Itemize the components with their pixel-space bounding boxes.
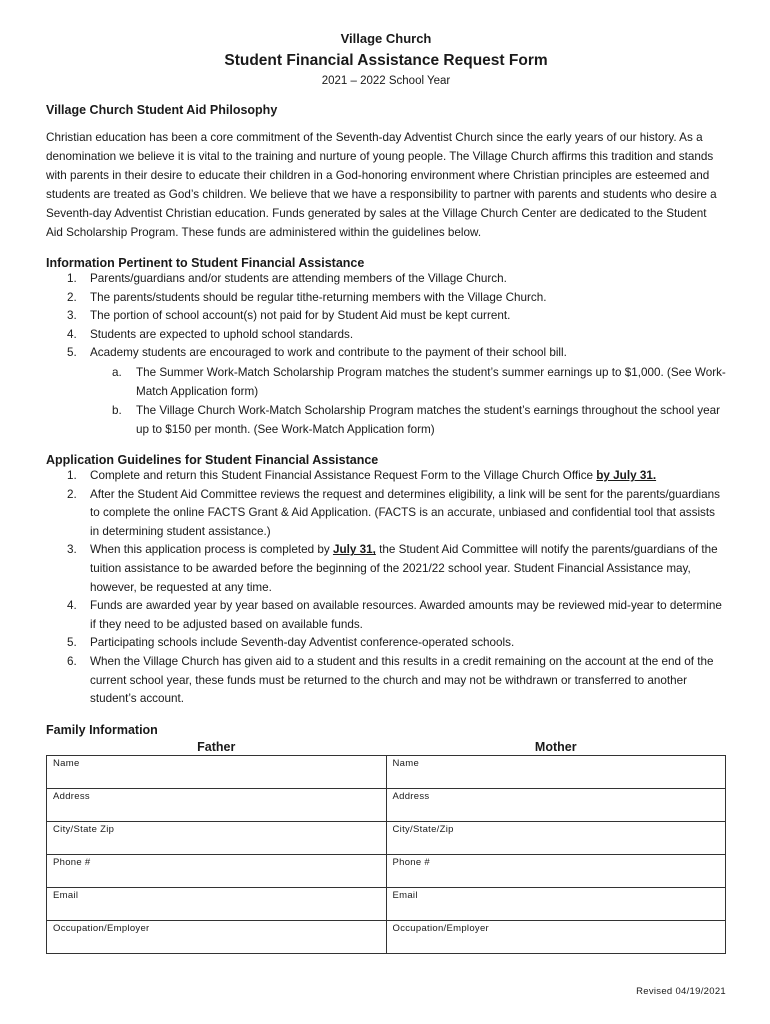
list-number: 2.: [67, 290, 77, 304]
info-list: [46, 270, 726, 439]
guideline-item-5: [46, 634, 726, 653]
list-item-text: Students are expected to uphold school standards.: [90, 327, 354, 341]
family-info-table: [46, 739, 726, 954]
guideline-item-4: [46, 597, 726, 634]
list-item-text: When this application process is completed by: [90, 543, 333, 557]
deadline-text: July 31,: [332, 543, 376, 557]
form-page: [46, 28, 726, 954]
form-title: Student Financial Assistance Request Form: [224, 52, 548, 69]
info-item-3: [46, 307, 726, 326]
list-item-text: The Village Church Work-Match Scholarship Program matches the student’s earnings throughout the school year up to $150 per month. (See Work-Match Application form): [136, 403, 721, 436]
school-year: 2021 – 2022 School Year: [321, 75, 451, 87]
mother-occupation-field[interactable]: Occupation/Employer: [386, 920, 726, 953]
list-item-text: The parents/students should be regular tithe-returning members with the Village Church.: [90, 290, 547, 304]
guidelines-heading: Application Guidelines for Student Financial Assistance: [46, 452, 379, 467]
info-item-4: [46, 326, 726, 345]
organization-name: Village Church: [340, 31, 432, 46]
mother-name-field[interactable]: Name: [386, 755, 726, 788]
guideline-item-3: [46, 541, 726, 597]
guideline-item-2: [46, 486, 726, 542]
list-number: 5.: [67, 346, 77, 360]
father-name-field[interactable]: Name: [47, 755, 387, 788]
info-item-5: [46, 344, 726, 439]
guideline-item-6: [46, 653, 726, 709]
father-phone-field[interactable]: Phone #: [47, 854, 387, 887]
list-item-text: the Student Aid Committee will notify the parents/guardians of the tuition assistance to be awarded before the beginning of the 2021/22 school year. Student Financial Assistance may, however, be requested at any time.: [90, 543, 718, 594]
list-number: 2.: [67, 487, 77, 501]
father-email-field[interactable]: Email: [47, 887, 387, 920]
father-column-header: Father: [197, 739, 236, 754]
work-match-sublist: [90, 363, 726, 439]
list-number: 3.: [67, 309, 77, 323]
list-item-text: Funds are awarded year by year based on available resources. Awarded amounts may be reviewed mid-year to determine if they need to be adjusted based on available funds.: [90, 599, 722, 631]
father-occupation-field[interactable]: Occupation/Employer: [47, 920, 387, 953]
list-item-text: When the Village Church has given aid to a student and this results in a credit remaining on the account at the end of the current school year, these funds must be returned to the church and may not be withdrawn or transferred to another student’s account.: [90, 654, 714, 706]
list-number: 5.: [67, 636, 77, 650]
info-item-1: [46, 270, 726, 289]
info-subitem-b: [46, 401, 726, 439]
guidelines-list: [46, 467, 726, 709]
mother-email-field[interactable]: Email: [386, 887, 726, 920]
philosophy-heading: Village Church Student Aid Philosophy: [46, 103, 278, 117]
list-number: 3.: [67, 543, 77, 557]
deadline-text: by July 31.: [596, 468, 657, 482]
list-item-text: Participating schools include Seventh-day Adventist conference-operated schools.: [90, 636, 515, 650]
revised-date: Revised 04/19/2021: [636, 986, 726, 997]
info-subitem-a: [46, 363, 726, 401]
list-item-text: The portion of school account(s) not paid for by Student Aid must be kept current.: [90, 309, 511, 323]
mother-city-state-zip-field[interactable]: City/State/Zip: [386, 821, 726, 854]
list-number: 1.: [67, 468, 77, 482]
list-item-text: Parents/guardians and/or students are attending members of the Village Church.: [90, 272, 507, 285]
info-heading: Information Pertinent to Student Financial Assistance: [46, 256, 365, 270]
mother-column-header: Mother: [534, 739, 577, 754]
mother-address-field[interactable]: Address: [386, 788, 726, 821]
list-number: 4.: [67, 327, 77, 341]
list-number: 6.: [67, 654, 77, 668]
list-letter: a.: [112, 365, 122, 379]
list-letter: b.: [112, 403, 122, 417]
list-item-text: Complete and return this Student Financial Assistance Request Form to the Village Church Office: [90, 468, 597, 482]
father-address-field[interactable]: Address: [47, 788, 387, 821]
mother-phone-field[interactable]: Phone #: [386, 854, 726, 887]
info-item-2: [46, 289, 726, 308]
list-item-text: Academy students are encouraged to work and contribute to the payment of their school bill.: [90, 346, 567, 360]
family-heading: Family Information: [46, 722, 158, 737]
list-number: 1.: [67, 272, 77, 285]
list-item-text: The Summer Work-Match Scholarship Program matches the student’s summer earnings up to $1,000. (See Work-Match Application form): [136, 365, 726, 398]
father-city-state-zip-field[interactable]: City/State Zip: [47, 821, 387, 854]
guideline-item-1: [46, 467, 726, 486]
philosophy-text: Christian education has been a core commitment of the Seventh-day Adventist Church since the early years of our history. As a denomination we believe it is vital to the training and nurture of young people. The Village Church affirms this tradition and stands with parents in their desire to educate their children in a God-honoring environment where Christian principles are esteemed and students are treated as God’s children. We believe that we have a responsibility to partner with parents and students who desire a Seventh-day Adventist Christian education. Funds generated by sales at the Village Church Center are dedicated to the Student Aid Scholarship Program. These funds are administered within the guidelines below.: [46, 131, 717, 239]
list-item-text: After the Student Aid Committee reviews the request and determines eligibility, a link will be sent for the parents/guardians to complete the online FACTS Grant & Aid Application. (FACTS is an accurate, unbiased and confidential tool that assists in determining student assistance.): [90, 487, 720, 538]
list-number: 4.: [67, 599, 77, 613]
